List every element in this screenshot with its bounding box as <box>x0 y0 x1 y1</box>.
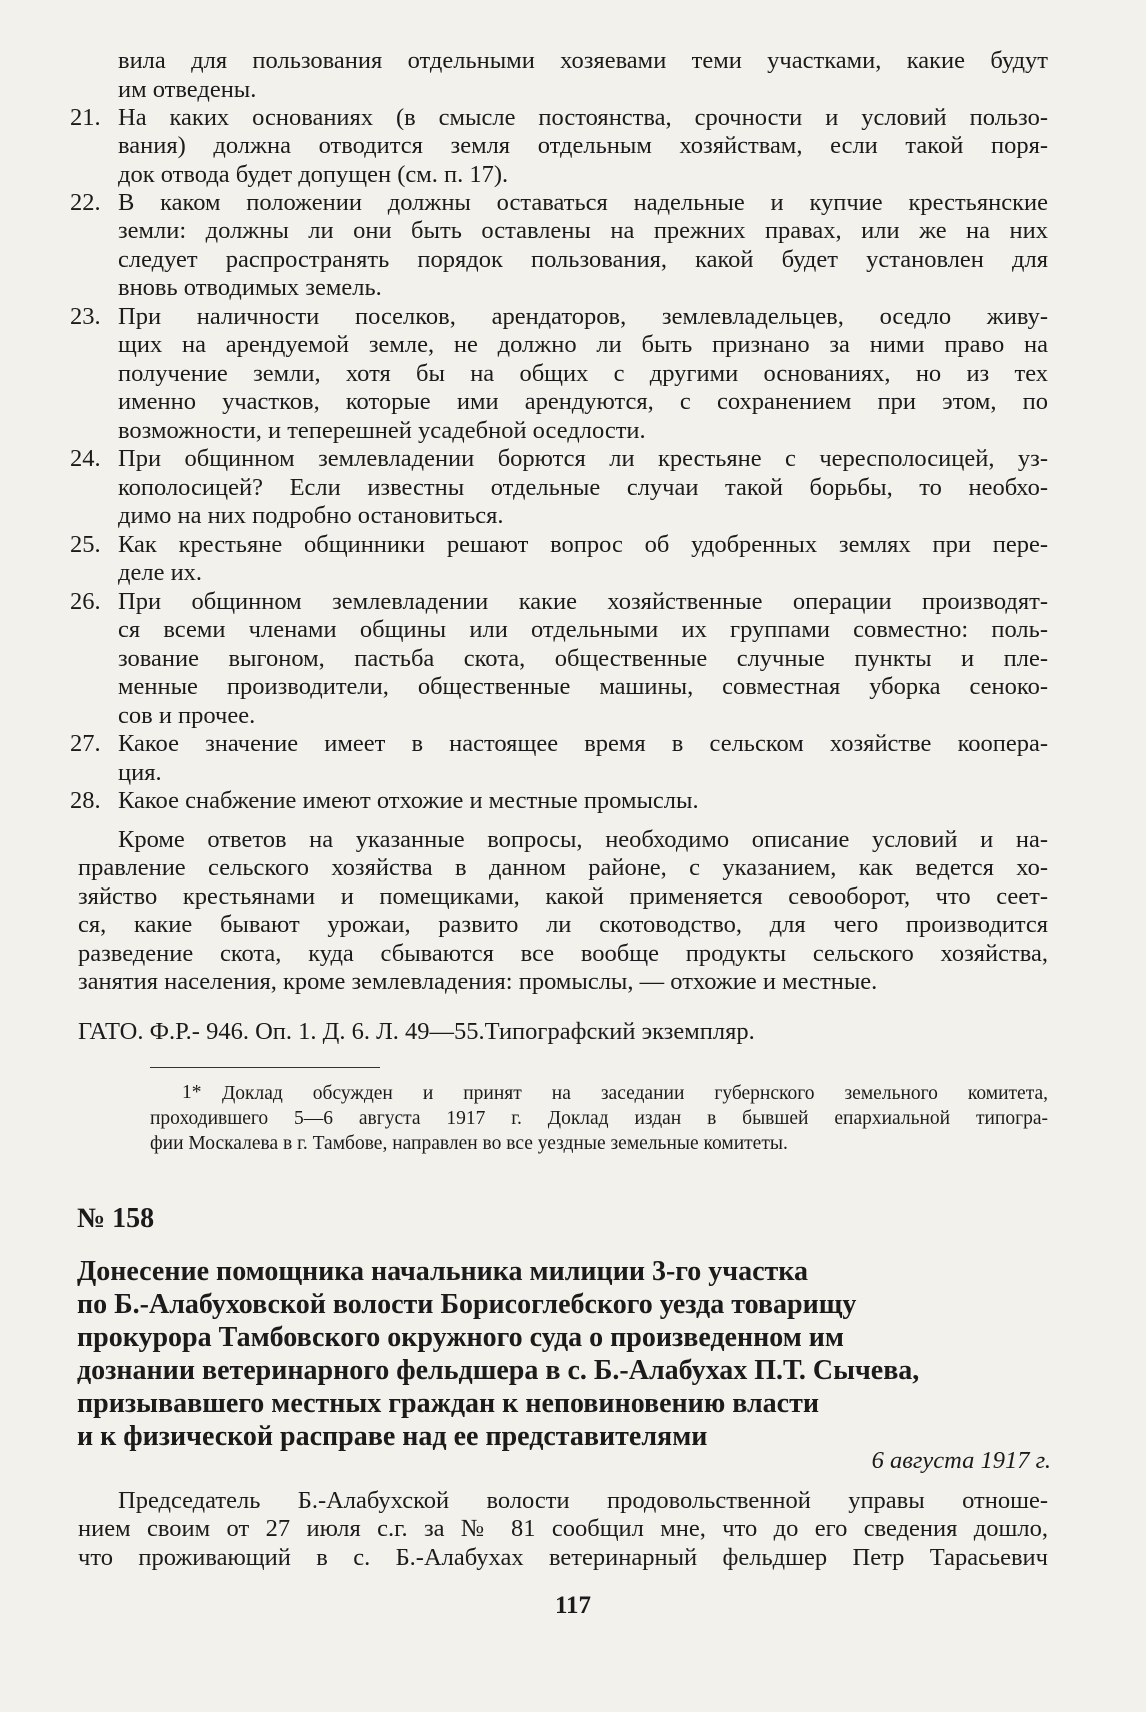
item-24-line-1: При общинном землевладении борются ли крестьяне с чересполосицей, уз- <box>118 445 1048 472</box>
doc-title-line-3: прокурора Тамбовского окружного суда о произведенном им <box>77 1322 844 1353</box>
footnote-marker: 1* <box>182 1082 202 1103</box>
item-22-line-3: следует распространять порядок пользования, какой будет установлен для <box>118 246 1048 273</box>
item-23-line-3: получение земли, хотя бы на общих с другими основаниях, но из тех <box>118 360 1048 387</box>
item-23-number: 23. <box>70 303 101 330</box>
item-28-number: 28. <box>70 787 101 814</box>
item-24-line-3: димо на них подробно остановиться. <box>118 502 504 529</box>
item-20-line-1: вила для пользования отдельными хозяевами теми участками, какие будут <box>118 47 1048 74</box>
item-26-line-1: При общинном землевладении какие хозяйственные операции производят- <box>118 588 1048 615</box>
closing-line-6: занятия населения, кроме землевладения: промыслы, — отхожие и местные. <box>78 968 878 995</box>
item-23-line-1: При наличности поселков, арендаторов, землевладельцев, оседло живу- <box>118 303 1048 330</box>
item-24-number: 24. <box>70 445 101 472</box>
footnote-line-3: фии Москалева в г. Тамбове, направлен во все уездные земельные комитеты. <box>150 1133 788 1154</box>
item-25-line-2: деле их. <box>118 559 203 586</box>
item-21-line-2: вания) должна отводится земля отдельным хозяйствам, если такой поря- <box>118 132 1048 159</box>
doc-date: 6 августа 1917 г. <box>871 1447 1051 1474</box>
item-22-line-4: вновь отводимых земель. <box>118 274 382 301</box>
item-26-line-4: менные производители, общественные машины, совместная уборка сеноко- <box>118 673 1048 700</box>
item-23-line-2: щих на арендуемой земле, не должно ли быть признано за ними право на <box>118 331 1048 358</box>
closing-line-1: Кроме ответов на указанные вопросы, необходимо описание условий и на- <box>118 826 1048 853</box>
page-number: 117 <box>554 1592 592 1619</box>
doc-title-line-4: дознании ветеринарного фельдшера в с. Б.-Алабухах П.Т. Сычева, <box>77 1355 920 1386</box>
item-26-line-3: зование выгоном, пастьба скота, общественные случные пункты и пле- <box>118 645 1048 672</box>
item-21-number: 21. <box>70 104 101 131</box>
body-line-2: нием своим от 27 июля с.г. за № 81 сообщил мне, что до его сведения дошло, <box>78 1515 1048 1542</box>
item-23-line-5: возможности, и теперешней усадебной оседлости. <box>118 417 646 444</box>
doc-title-line-1: Донесение помощника начальника милиции 3-го участка <box>77 1256 808 1287</box>
archival-source: ГАТО. Ф.Р.- 946. Оп. 1. Д. 6. Л. 49—55.Типографский экземпляр. <box>78 1018 755 1045</box>
item-21-line-3: док отвода будет допущен (см. п. 17). <box>118 161 509 188</box>
item-27-number: 27. <box>70 730 101 757</box>
item-26-number: 26. <box>70 588 101 615</box>
doc-title-line-6: и к физической расправе над ее представителями <box>77 1421 708 1452</box>
footnote-line-2: проходившего 5—6 августа 1917 г. Доклад издан в бывшей епархиальной типогра- <box>150 1108 1048 1129</box>
item-22-number: 22. <box>70 189 101 216</box>
item-24-line-2: кополосицей? Если известны отдельные случаи такой борьбы, то необхо- <box>118 474 1048 501</box>
item-21-line-1: На каких основаниях (в смысле постоянства, срочности и условий пользо- <box>118 104 1048 131</box>
body-line-3: что проживающий в с. Б.-Алабухах ветеринарный фельдшер Петр Тарасьевич <box>78 1544 1048 1571</box>
footnote-rule <box>150 1067 380 1068</box>
closing-line-5: разведение скота, куда сбываются все вообще продукты сельского хозяйства, <box>78 940 1048 967</box>
item-22-line-2: земли: должны ли они быть оставлены на прежних правах, или же на них <box>118 217 1048 244</box>
closing-line-4: ся, какие бывают урожаи, развито ли скотоводство, для чего производится <box>78 911 1048 938</box>
item-25-line-1: Как крестьяне общинники решают вопрос об удобренных землях при пере- <box>118 531 1048 558</box>
item-20-line-2: им отведены. <box>118 76 257 103</box>
closing-line-2: правление сельского хозяйства в данном районе, с указанием, как ведется хо- <box>78 854 1048 881</box>
item-27-line-1: Какое значение имеет в настоящее время в сельском хозяйстве коопера- <box>118 730 1048 757</box>
doc-title-line-2: по Б.-Алабуховской волости Борисоглебского уезда товарищу <box>77 1289 857 1320</box>
item-26-line-2: ся всеми членами общины или отдельными их группами совместно: поль- <box>118 616 1048 643</box>
closing-line-3: зяйство крестьянами и помещиками, какой применяется севооборот, что сеет- <box>78 883 1048 910</box>
item-27-line-2: ция. <box>118 759 162 786</box>
item-26-line-5: сов и прочее. <box>118 702 256 729</box>
doc-title-line-5: призывавшего местных граждан к неповиновению власти <box>77 1388 819 1419</box>
item-23-line-4: именно участков, которые ими арендуются, с сохранением при этом, по <box>118 388 1048 415</box>
item-28-line-1: Какое снабжение имеют отхожие и местные промыслы. <box>118 787 699 814</box>
body-line-1: Председатель Б.-Алабухской волости продовольственной управы отноше- <box>118 1487 1048 1514</box>
footnote-line-1: Доклад обсужден и принят на заседании губернского земельного комитета, <box>222 1083 1048 1104</box>
item-25-number: 25. <box>70 531 101 558</box>
item-22-line-1: В каком положении должны оставаться надельные и купчие крестьянские <box>118 189 1048 216</box>
doc-number: № 158 <box>77 1203 155 1234</box>
footnote-mark <box>182 1081 202 1105</box>
